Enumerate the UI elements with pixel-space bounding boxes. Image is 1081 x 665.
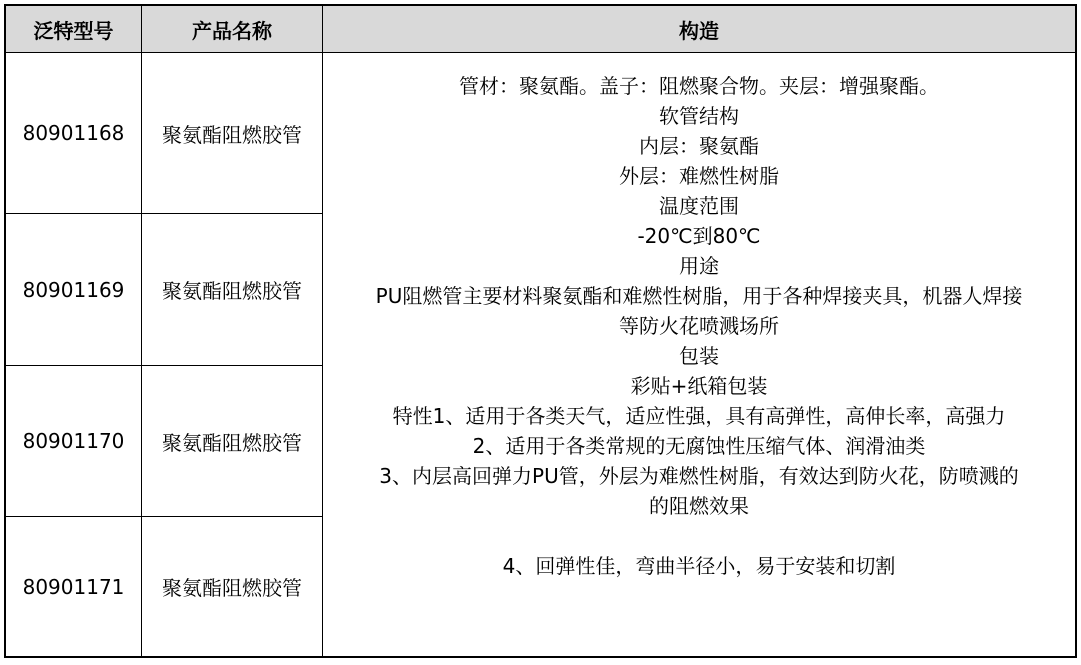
cell-product-name: 聚氨酯阻燃胶管 xyxy=(142,366,323,517)
construction-line: 软管结构 xyxy=(659,104,739,128)
construction-line: 等防火花喷溅场所 xyxy=(619,314,779,338)
construction-line: 外层：难燃性树脂 xyxy=(619,164,779,188)
construction-line: 3、内层高回弹力PU管，外层为难燃性树脂，有效达到防火花，防喷溅的 xyxy=(379,464,1019,488)
construction-line: 2、适用于各类常规的无腐蚀性压缩气体、润滑油类 xyxy=(472,434,926,458)
construction-line: 特性1、适用于各类天气，适应性强，具有高弹性，高伸长率，高强力 xyxy=(392,404,1006,428)
construction-line: 的阻燃效果 xyxy=(649,494,749,518)
construction-line: 温度范围 xyxy=(659,194,739,218)
construction-line: 用途 xyxy=(679,254,719,278)
cell-model: 80901170 xyxy=(6,366,142,517)
cell-model: 80901171 xyxy=(6,517,142,656)
header-construction: 构造 xyxy=(323,6,1075,53)
cell-model: 80901168 xyxy=(6,53,142,214)
construction-cell xyxy=(323,53,1075,656)
construction-line: 彩贴+纸箱包装 xyxy=(630,374,768,398)
cell-product-name: 聚氨酯阻燃胶管 xyxy=(142,53,323,214)
header-product-name: 产品名称 xyxy=(142,6,323,53)
header-model: 泛特型号 xyxy=(6,6,142,53)
product-table xyxy=(4,4,1077,658)
cell-product-name: 聚氨酯阻燃胶管 xyxy=(142,517,323,656)
construction-line: 内层：聚氨酯 xyxy=(639,134,759,158)
construction-line: 4、回弹性佳，弯曲半径小，易于安装和切割 xyxy=(502,554,896,578)
cell-product-name: 聚氨酯阻燃胶管 xyxy=(142,214,323,366)
construction-line: 包装 xyxy=(679,344,719,368)
construction-line: 管材：聚氨酯。盖子：阻燃聚合物。夹层：增强聚酯。 xyxy=(459,74,939,98)
construction-line: -20℃到80℃ xyxy=(637,224,761,248)
construction-line: PU阻燃管主要材料聚氨酯和难燃性树脂，用于各种焊接夹具，机器人焊接 xyxy=(375,284,1023,308)
cell-model: 80901169 xyxy=(6,214,142,366)
